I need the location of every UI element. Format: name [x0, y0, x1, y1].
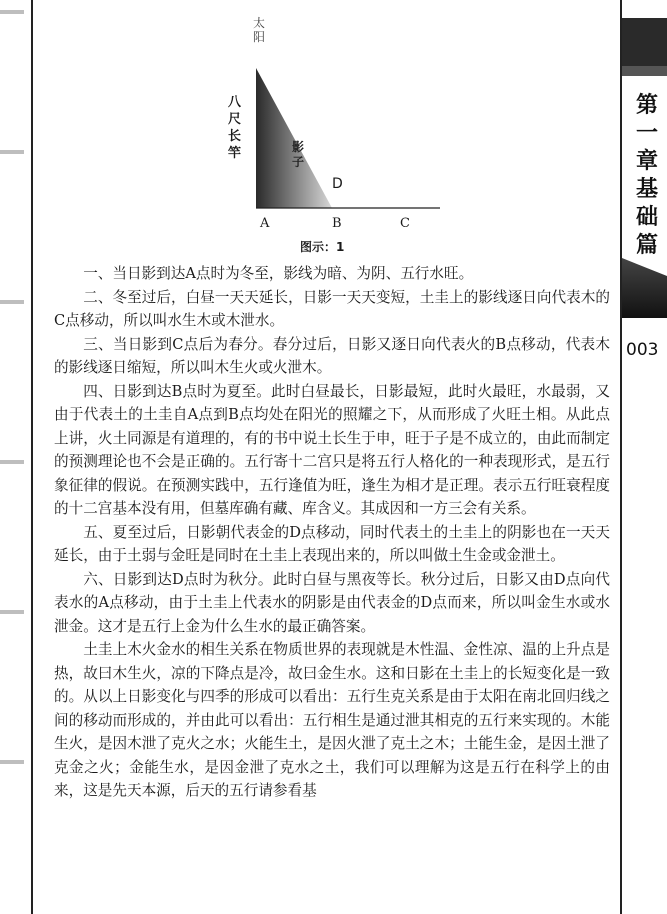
shadow-triangle: [256, 68, 332, 208]
scan-mark: [0, 760, 24, 764]
figure-caption: 图示：1: [300, 240, 345, 254]
chapter-tab-stripe: [622, 66, 667, 76]
scan-mark: [0, 610, 24, 614]
paragraph-2: 二、冬至过后，白昼一天天延长，日影一天天变短，土圭上的影线逐日向代表木的C点移动，所以叫水生木或木泄水。: [54, 288, 610, 329]
paragraph-4: 四、日影到达B点时为夏至。此时白昼最长，日影最短，此时火最旺，水最弱，又由于代表土的土圭自A点到B点均处在阳光的照耀之下，从而形成了火旺土相。从此点上讲，火土同源是有道理的，有的书中说土长生于申，旺于子是不成立的，由此而制定的预测理论也不会是正确的。五行寄十二宫只是将五行人格化的一种表现形式，是五行象征律的假说。在预测实践中，五行逢值为旺，逢生为相才是正理。表示五行旺衰程度的十二宫基本没有用，但墓库确有藏、库含义。其成因和一方三会有关系。: [54, 382, 610, 517]
page-margin: [0, 0, 30, 914]
paragraph-5: 五、夏至过后，日影朝代表金的D点移动，同时代表土的土圭上的阴影也在一天天延长，由于土弱与金旺是同时在土圭上表现出来的，所以叫做土生金或金泄土。: [54, 523, 610, 564]
body-text: [54, 262, 610, 803]
page-number: 003: [626, 340, 659, 360]
chapter-tab-top: [622, 18, 667, 66]
scan-mark: [0, 300, 24, 304]
scan-mark: [0, 150, 24, 154]
point-b-label: B: [332, 216, 342, 231]
shadow-label: 影子: [292, 140, 305, 169]
point-d-label: D: [332, 176, 343, 192]
chapter-tab-bottom: [622, 258, 667, 318]
paragraph-1: 一、当日影到达A点时为冬至，影线为暗、为阴、五行水旺。: [83, 265, 474, 282]
point-a-label: A: [260, 216, 270, 231]
pole-label: 八尺长竿: [228, 95, 242, 161]
paragraph-3: 三、当日影到C点后为春分。春分过后，日影又逐日向代表火的B点移动，代表木的影线逐日缩短，所以叫木生火或火泄木。: [54, 335, 610, 376]
left-border: [31, 0, 33, 914]
paragraph-7: 土圭上木火金水的相生关系在物质世界的表现就是木性温、金性凉、温的上升点是热，故曰木生火，凉的下降点是冷，故曰金生水。这和日影在土圭上的长短变化是一致的。从以上日影变化与四季的形成可以看出：五行生克关系是由于太阳在南北回归线之间的移动而形成的，并由此可以看出：五行相生是通过泄其相克的五行来实现的。木能生火，是因木泄了克火之水；火能生土，是因火泄了克土之木；土能生金，是因土泄了克金之火；金能生水，是因金泄了克水之土，我们可以理解为这是五行在科学上的由来，这是先天本源，后天的五行请参看基: [54, 641, 610, 799]
scan-mark: [0, 10, 24, 14]
right-border: [620, 0, 622, 914]
scan-mark: [0, 460, 24, 464]
point-c-label: C: [400, 216, 410, 231]
paragraph-6: 六、日影到达D点时为秋分。此时白昼与黑夜等长。秋分过后，日影又由D点向代表水的A点移动，由于土圭上代表水的阴影是由代表金的D点而来，所以叫金生水或水泄金。这才是五行上金为什么生水的最正确答案。: [54, 570, 610, 635]
sundial-figure: [200, 10, 480, 254]
sun-label: 太阳: [252, 16, 265, 44]
chapter-label: 第一章 基础篇: [635, 93, 658, 258]
